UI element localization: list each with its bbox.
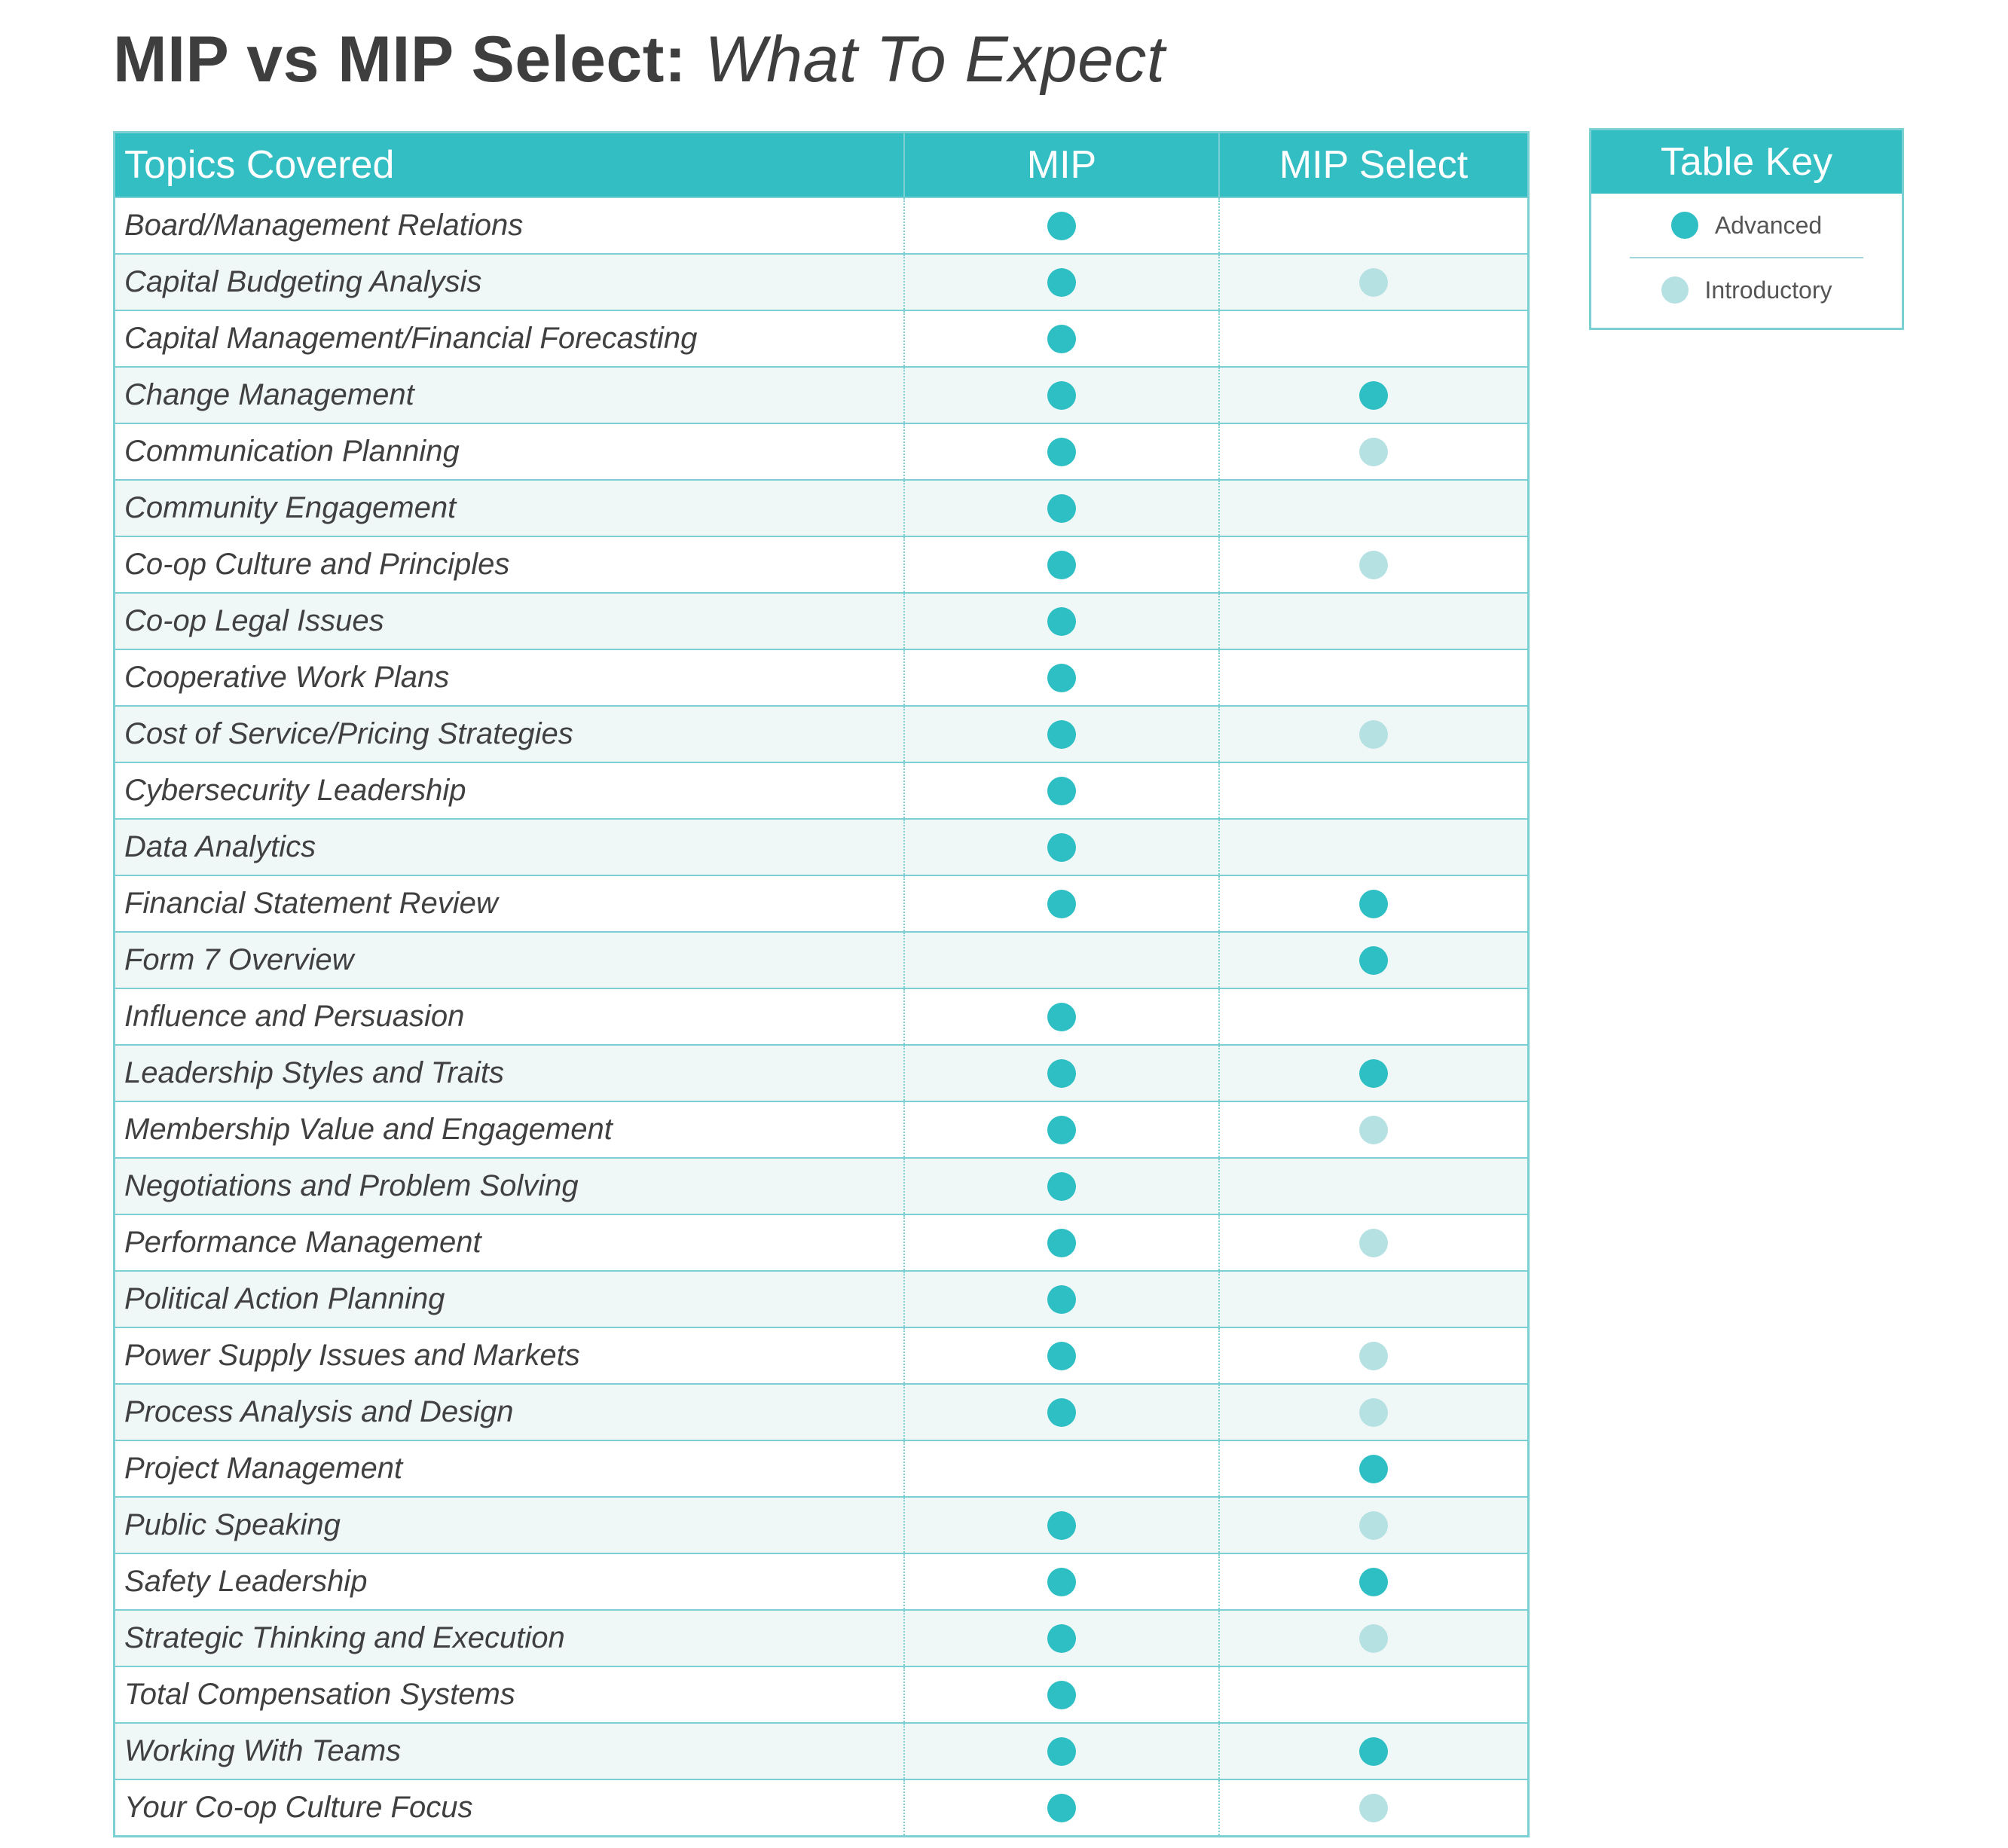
table-row [115,1214,1527,1270]
mip-cell [903,1159,1218,1214]
table-row [115,1270,1527,1327]
mip-select-cell [1218,198,1527,253]
table-row [115,1327,1527,1383]
topic-cell: Co-op Legal Issues [124,604,384,637]
mip-cell [903,424,1218,479]
topic-cell: Process Analysis and Design [124,1395,514,1428]
advanced-dot-icon [1671,212,1698,239]
table-row [115,875,1527,931]
mip-select-cell [1218,311,1527,366]
mip-select-cell [1218,1385,1527,1440]
mip-select-cell [1218,424,1527,479]
topic-cell: Membership Value and Engagement [124,1113,613,1146]
mip-select-cell [1218,763,1527,818]
mip-cell [903,481,1218,536]
table-row [115,1383,1527,1440]
mip-cell [903,763,1218,818]
introductory-dot-icon [1359,1229,1388,1257]
topic-cell: Co-op Culture and Principles [124,548,510,581]
mip-select-cell [1218,537,1527,592]
mip-select-cell [1218,255,1527,310]
table-header [115,133,1527,197]
mip-cell [903,1215,1218,1270]
advanced-dot-icon [1047,833,1076,862]
advanced-dot-icon [1047,212,1076,240]
advanced-dot-icon [1047,664,1076,692]
advanced-dot-icon [1359,381,1388,410]
table-row [115,649,1527,705]
topic-cell: Form 7 Overview [124,943,354,976]
key-advanced-label: Advanced [1714,211,1823,239]
advanced-dot-icon [1047,1229,1076,1257]
mip-cell [903,933,1218,988]
topic-cell: Capital Budgeting Analysis [124,265,482,298]
advanced-dot-icon [1047,1624,1076,1653]
topic-cell: Influence and Persuasion [124,1000,465,1033]
advanced-dot-icon [1047,1681,1076,1709]
topic-cell: Political Action Planning [124,1282,445,1315]
advanced-dot-icon [1359,890,1388,918]
advanced-dot-icon [1047,1059,1076,1088]
topic-cell: Power Supply Issues and Markets [124,1339,580,1372]
topic-cell: Change Management [124,378,414,411]
title-bold: MIP vs MIP Select: [113,23,705,96]
table-row [115,818,1527,875]
introductory-dot-icon [1359,551,1388,579]
header-topics-covered: Topics Covered [124,143,395,187]
table-row [115,1553,1527,1609]
table-row [115,931,1527,988]
advanced-dot-icon [1047,1737,1076,1766]
topic-cell: Total Compensation Systems [124,1678,515,1711]
mip-cell [903,537,1218,592]
mip-cell [903,989,1218,1044]
advanced-dot-icon [1047,1794,1076,1822]
advanced-dot-icon [1047,494,1076,523]
table-row [115,536,1527,592]
advanced-dot-icon [1047,1172,1076,1201]
advanced-dot-icon [1047,890,1076,918]
mip-select-cell [1218,1780,1527,1835]
table-row [115,1666,1527,1722]
table-row [115,1496,1527,1553]
mip-cell [903,1611,1218,1666]
mip-select-cell [1218,1046,1527,1101]
mip-select-cell [1218,1215,1527,1270]
mip-select-cell [1218,1724,1527,1779]
mip-select-cell [1218,1328,1527,1383]
advanced-dot-icon [1359,1568,1388,1596]
mip-select-cell [1218,933,1527,988]
mip-cell [903,650,1218,705]
header-mip-select: MIP Select [1218,133,1527,197]
topic-cell: Cooperative Work Plans [124,661,450,694]
topic-cell: Board/Management Relations [124,209,524,242]
advanced-dot-icon [1359,1737,1388,1766]
mip-select-cell [1218,368,1527,423]
mip-select-cell [1218,1102,1527,1157]
advanced-dot-icon [1047,607,1076,636]
introductory-dot-icon [1359,720,1388,749]
mip-select-cell [1218,707,1527,762]
key-advanced [1591,194,1902,257]
mip-cell [903,1498,1218,1553]
mip-cell [903,368,1218,423]
mip-select-cell [1218,1554,1527,1609]
advanced-dot-icon [1047,1003,1076,1031]
table-row [115,197,1527,253]
table-row [115,1779,1527,1835]
mip-select-cell [1218,989,1527,1044]
mip-cell [903,1272,1218,1327]
mip-cell [903,1046,1218,1101]
mip-cell [903,594,1218,649]
table-row [115,1101,1527,1157]
mip-cell [903,876,1218,931]
advanced-dot-icon [1047,1116,1076,1144]
mip-select-cell [1218,1667,1527,1722]
topic-cell: Strategic Thinking and Execution [124,1621,565,1654]
table-key [1589,128,1904,330]
table-row [115,366,1527,423]
mip-cell [903,1441,1218,1496]
table-row [115,479,1527,536]
table-row [115,423,1527,479]
mip-select-cell [1218,594,1527,649]
table-row [115,1440,1527,1496]
advanced-dot-icon [1047,551,1076,579]
advanced-dot-icon [1047,438,1076,466]
advanced-dot-icon [1047,1568,1076,1596]
mip-cell [903,198,1218,253]
topic-cell: Cost of Service/Pricing Strategies [124,717,573,750]
topic-cell: Public Speaking [124,1508,341,1541]
advanced-dot-icon [1359,1455,1388,1483]
advanced-dot-icon [1047,1398,1076,1427]
mip-select-cell [1218,876,1527,931]
table-row [115,1044,1527,1101]
topic-cell: Data Analytics [124,830,316,863]
mip-cell [903,1554,1218,1609]
mip-select-cell [1218,1159,1527,1214]
table-row [115,310,1527,366]
table-key-title: Table Key [1591,130,1902,194]
introductory-dot-icon [1661,276,1689,304]
page-title [113,18,1165,101]
introductory-dot-icon [1359,1511,1388,1540]
advanced-dot-icon [1047,381,1076,410]
advanced-dot-icon [1047,325,1076,353]
mip-cell [903,1328,1218,1383]
topic-cell: Negotiations and Problem Solving [124,1169,579,1202]
introductory-dot-icon [1359,1794,1388,1822]
mip-cell [903,1667,1218,1722]
mip-cell [903,707,1218,762]
advanced-dot-icon [1047,268,1076,297]
topic-cell: Project Management [124,1452,403,1485]
table-row [115,592,1527,649]
mip-select-cell [1218,481,1527,536]
topic-cell: Communication Planning [124,435,460,468]
mip-select-cell [1218,1611,1527,1666]
advanced-dot-icon [1359,1059,1388,1088]
table-row [115,1157,1527,1214]
topic-cell: Community Engagement [124,491,457,524]
mip-cell [903,1102,1218,1157]
mip-cell [903,1385,1218,1440]
introductory-dot-icon [1359,1398,1388,1427]
topic-cell: Capital Management/Financial Forecasting [124,322,698,355]
table-body [115,197,1527,1835]
topic-cell: Working With Teams [124,1734,402,1767]
advanced-dot-icon [1359,946,1388,975]
mip-select-cell [1218,650,1527,705]
introductory-dot-icon [1359,268,1388,297]
mip-cell [903,1724,1218,1779]
advanced-dot-icon [1047,1511,1076,1540]
topics-table [113,131,1530,1837]
topic-cell: Performance Management [124,1226,481,1259]
advanced-dot-icon [1047,777,1076,805]
topic-cell: Your Co-op Culture Focus [124,1791,473,1824]
mip-cell [903,311,1218,366]
table-row [115,705,1527,762]
mip-select-cell [1218,1498,1527,1553]
introductory-dot-icon [1359,1116,1388,1144]
table-row [115,1609,1527,1666]
title-italic: What To Expect [704,23,1166,96]
introductory-dot-icon [1359,1624,1388,1653]
mip-cell [903,820,1218,875]
table-row [115,988,1527,1044]
advanced-dot-icon [1047,1342,1076,1370]
header-mip: MIP [903,133,1218,197]
mip-cell [903,255,1218,310]
mip-cell [903,1780,1218,1835]
table-row [115,762,1527,818]
topic-cell: Financial Statement Review [124,887,498,920]
topic-cell: Leadership Styles and Traits [124,1056,504,1089]
mip-select-cell [1218,1272,1527,1327]
advanced-dot-icon [1047,1285,1076,1314]
introductory-dot-icon [1359,1342,1388,1370]
topic-cell: Cybersecurity Leadership [124,774,466,807]
table-row [115,253,1527,310]
topic-cell: Safety Leadership [124,1565,368,1598]
mip-select-cell [1218,1441,1527,1496]
table-row [115,1722,1527,1779]
key-introductory-label: Introductory [1704,276,1832,304]
mip-select-cell [1218,820,1527,875]
introductory-dot-icon [1359,438,1388,466]
advanced-dot-icon [1047,720,1076,749]
key-introductory [1591,258,1902,322]
